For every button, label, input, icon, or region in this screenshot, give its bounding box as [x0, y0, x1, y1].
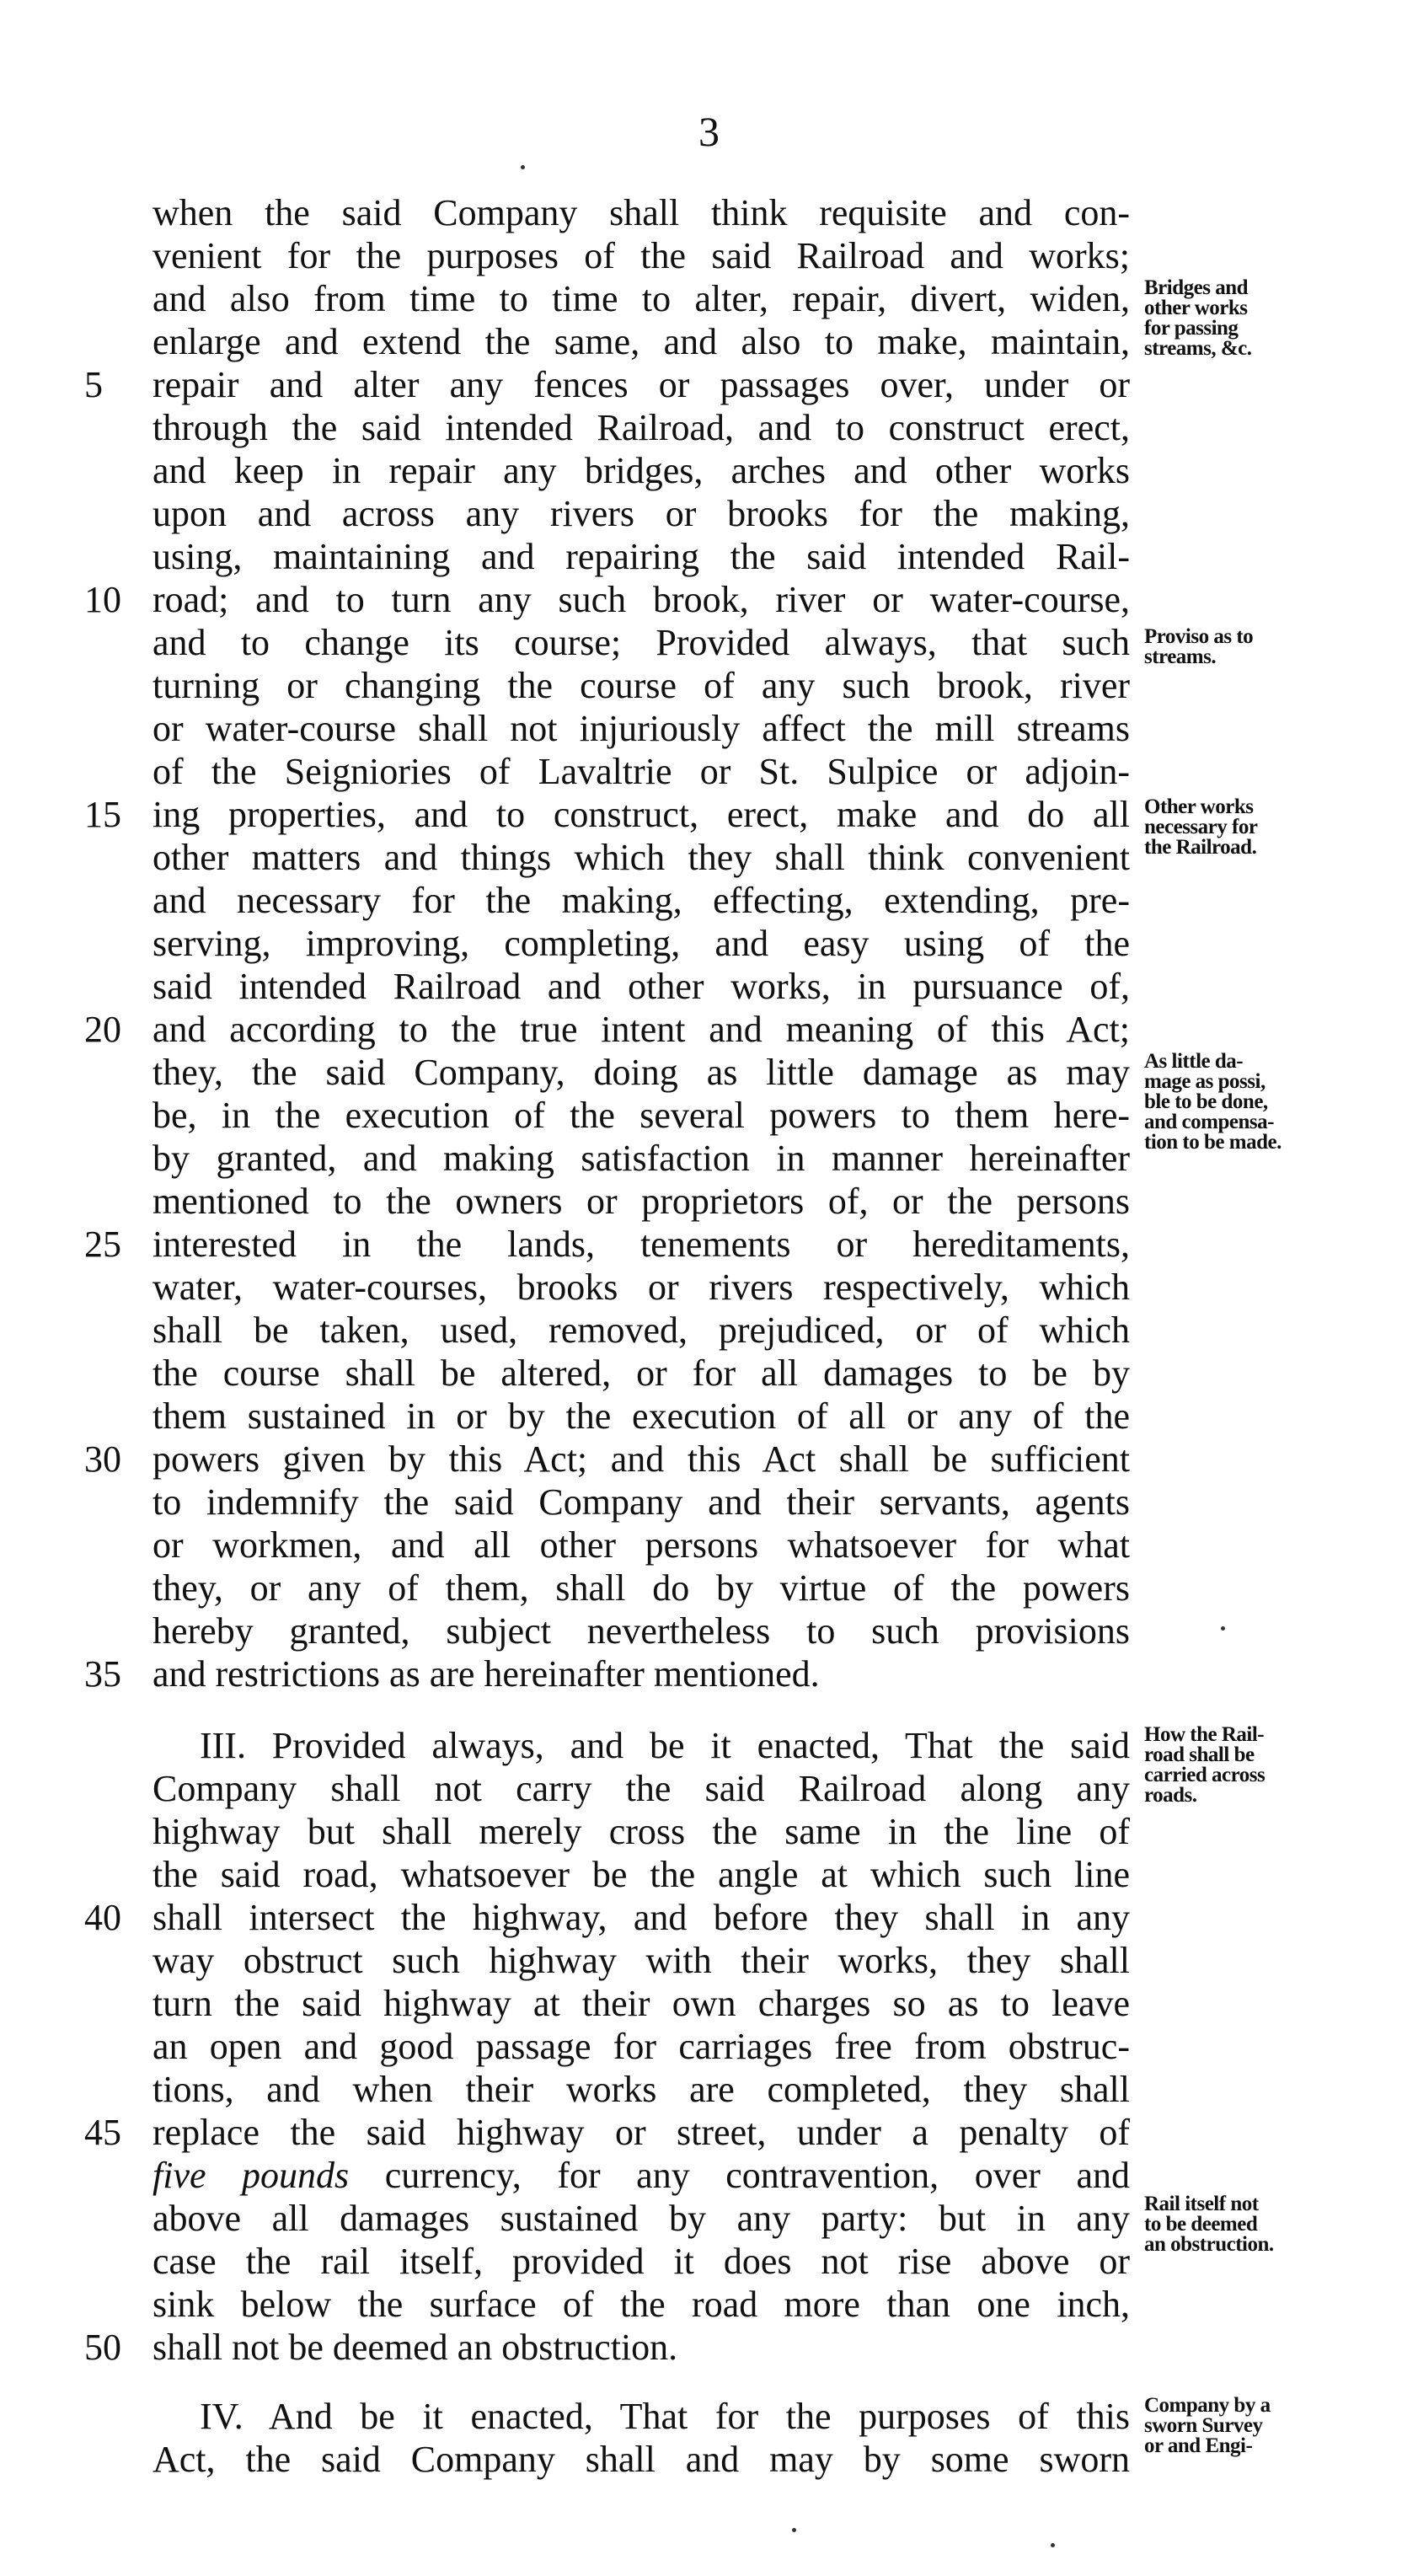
italic-phrase: five pounds: [153, 2155, 350, 2196]
page-number: 3: [698, 108, 720, 155]
text-line: repair and alter any fences or passages over, under or: [153, 364, 1130, 405]
text-line-with-italic: [153, 2155, 1130, 2197]
text-line: and to change its course; Provided always, that such: [153, 622, 1130, 663]
text-line: venient for the purposes of the said Railroad and works;: [153, 235, 1130, 276]
margin-note-little-damage: As little da- mage as possi, ble to be done, and compensa- tion to be made.: [1144, 1050, 1282, 1154]
text-line: Act, the said Company shall and may by some sworn: [153, 2439, 1130, 2480]
line-number: 25: [84, 1224, 121, 1265]
text-line: way obstruct such highway with their works, they shall: [153, 1940, 1130, 1981]
text-line: using, maintaining and repairing the said intended Rail-: [153, 536, 1130, 577]
text-line: and restrictions as are hereinafter mentioned.: [153, 1653, 820, 1695]
line-number: 30: [84, 1438, 121, 1480]
text-line: an open and good passage for carriages free from obstruc-: [153, 2026, 1130, 2067]
text-line: replace the said highway or street, under a penalty of: [153, 2112, 1130, 2153]
line-number: 5: [84, 364, 103, 405]
line-number: 10: [84, 579, 121, 620]
text-line: sink below the surface of the road more than one inch,: [153, 2284, 1130, 2325]
text-line: other matters and things which they shall think convenient: [153, 837, 1130, 878]
line-number: 50: [84, 2327, 121, 2368]
text-line: and keep in repair any bridges, arches and other works: [153, 450, 1130, 491]
text-line: of the Seigniories of Lavaltrie or St. Sulpice or adjoin-: [153, 751, 1130, 792]
scan-speck: [792, 2528, 796, 2532]
text-line: mentioned to the owners or proprietors of, or the persons: [153, 1181, 1130, 1222]
text-line: to indemnify the said Company and their servants, agents: [153, 1481, 1130, 1523]
text-line: the course shall be altered, or for all damages to be by: [153, 1352, 1130, 1394]
line-remainder: currency, for any contravention, over and: [349, 2155, 1130, 2196]
line-number: 35: [84, 1653, 121, 1695]
scan-speck: [1221, 1626, 1225, 1631]
margin-note-sworn-surveyor: Company by a sworn Survey or and Engi-: [1144, 2394, 1271, 2457]
section-heading-line: III. Provided always, and be it enacted, That the said: [200, 1725, 1130, 1766]
margin-note-railroad-across-roads: How the Rail- road shall be carried across roads.: [1144, 1723, 1265, 1807]
text-line: turning or changing the course of any such brook, river: [153, 665, 1130, 706]
text-line: they, or any of them, shall do by virtue of the powers: [153, 1567, 1130, 1609]
margin-note-bridges: Bridges and other works for passing streams, &c.: [1144, 276, 1252, 360]
text-line: by granted, and making satisfaction in manner hereinafter: [153, 1138, 1130, 1179]
text-line: powers given by this Act; and this Act shall be sufficient: [153, 1438, 1130, 1480]
text-line: said intended Railroad and other works, in pursuance of,: [153, 966, 1130, 1007]
text-line: above all damages sustained by any party: but in any: [153, 2198, 1130, 2239]
text-line: shall not be deemed an obstruction.: [153, 2327, 678, 2368]
text-line: when the said Company shall think requisite and con-: [153, 192, 1130, 233]
text-line: through the said intended Railroad, and to construct erect,: [153, 407, 1130, 448]
scan-speck: [1051, 2543, 1055, 2547]
text-line: tions, and when their works are completed, they shall: [153, 2069, 1130, 2110]
text-line: water, water-courses, brooks or rivers respectively, which: [153, 1267, 1130, 1308]
text-line: them sustained in or by the execution of all or any of the: [153, 1395, 1130, 1437]
text-line: hereby granted, subject nevertheless to such provisions: [153, 1610, 1130, 1652]
line-number: 15: [84, 794, 121, 835]
line-number: 20: [84, 1009, 121, 1050]
text-line: or workmen, and all other persons whatsoever for what: [153, 1524, 1130, 1566]
text-line: and also from time to time to alter, repair, divert, widen,: [153, 278, 1130, 319]
text-line: ing properties, and to construct, erect, make and do all: [153, 794, 1130, 835]
text-line: and according to the true intent and meaning of this Act;: [153, 1009, 1130, 1050]
line-number: 40: [84, 1897, 121, 1938]
text-line: Company shall not carry the said Railroad along any: [153, 1768, 1130, 1809]
margin-note-other-works: Other works necessary for the Railroad.: [1144, 795, 1258, 859]
text-line: enlarge and extend the same, and also to make, maintain,: [153, 321, 1130, 362]
text-line: serving, improving, completing, and easy using of the: [153, 923, 1130, 964]
text-line: upon and across any rivers or brooks for the making,: [153, 493, 1130, 534]
section-heading-line: IV. And be it enacted, That for the purposes of this: [200, 2396, 1130, 2437]
margin-note-rail-not-obstruction: Rail itself not to be deemed an obstruction.: [1144, 2193, 1274, 2256]
text-line: be, in the execution of the several powers to them here-: [153, 1095, 1130, 1136]
text-line: case the rail itself, provided it does not rise above or: [153, 2241, 1130, 2282]
text-line: road; and to turn any such brook, river or water-course,: [153, 579, 1130, 620]
text-line: shall intersect the highway, and before they shall in any: [153, 1897, 1130, 1938]
text-line: they, the said Company, doing as little damage as may: [153, 1052, 1130, 1093]
scan-speck: [521, 165, 525, 169]
text-line: or water-course shall not injuriously affect the mill streams: [153, 708, 1130, 749]
text-line: shall be taken, used, removed, prejudiced, or of which: [153, 1309, 1130, 1351]
text-line: the said road, whatsoever be the angle at which such line: [153, 1854, 1130, 1895]
text-line: highway but shall merely cross the same in the line of: [153, 1811, 1130, 1852]
text-line: and necessary for the making, effecting, extending, pre-: [153, 880, 1130, 921]
margin-note-proviso: Proviso as to streams.: [1144, 625, 1254, 668]
text-line: interested in the lands, tenements or hereditaments,: [153, 1224, 1130, 1265]
text-line: turn the said highway at their own charges so as to leave: [153, 1983, 1130, 2024]
line-number: 45: [84, 2112, 121, 2153]
